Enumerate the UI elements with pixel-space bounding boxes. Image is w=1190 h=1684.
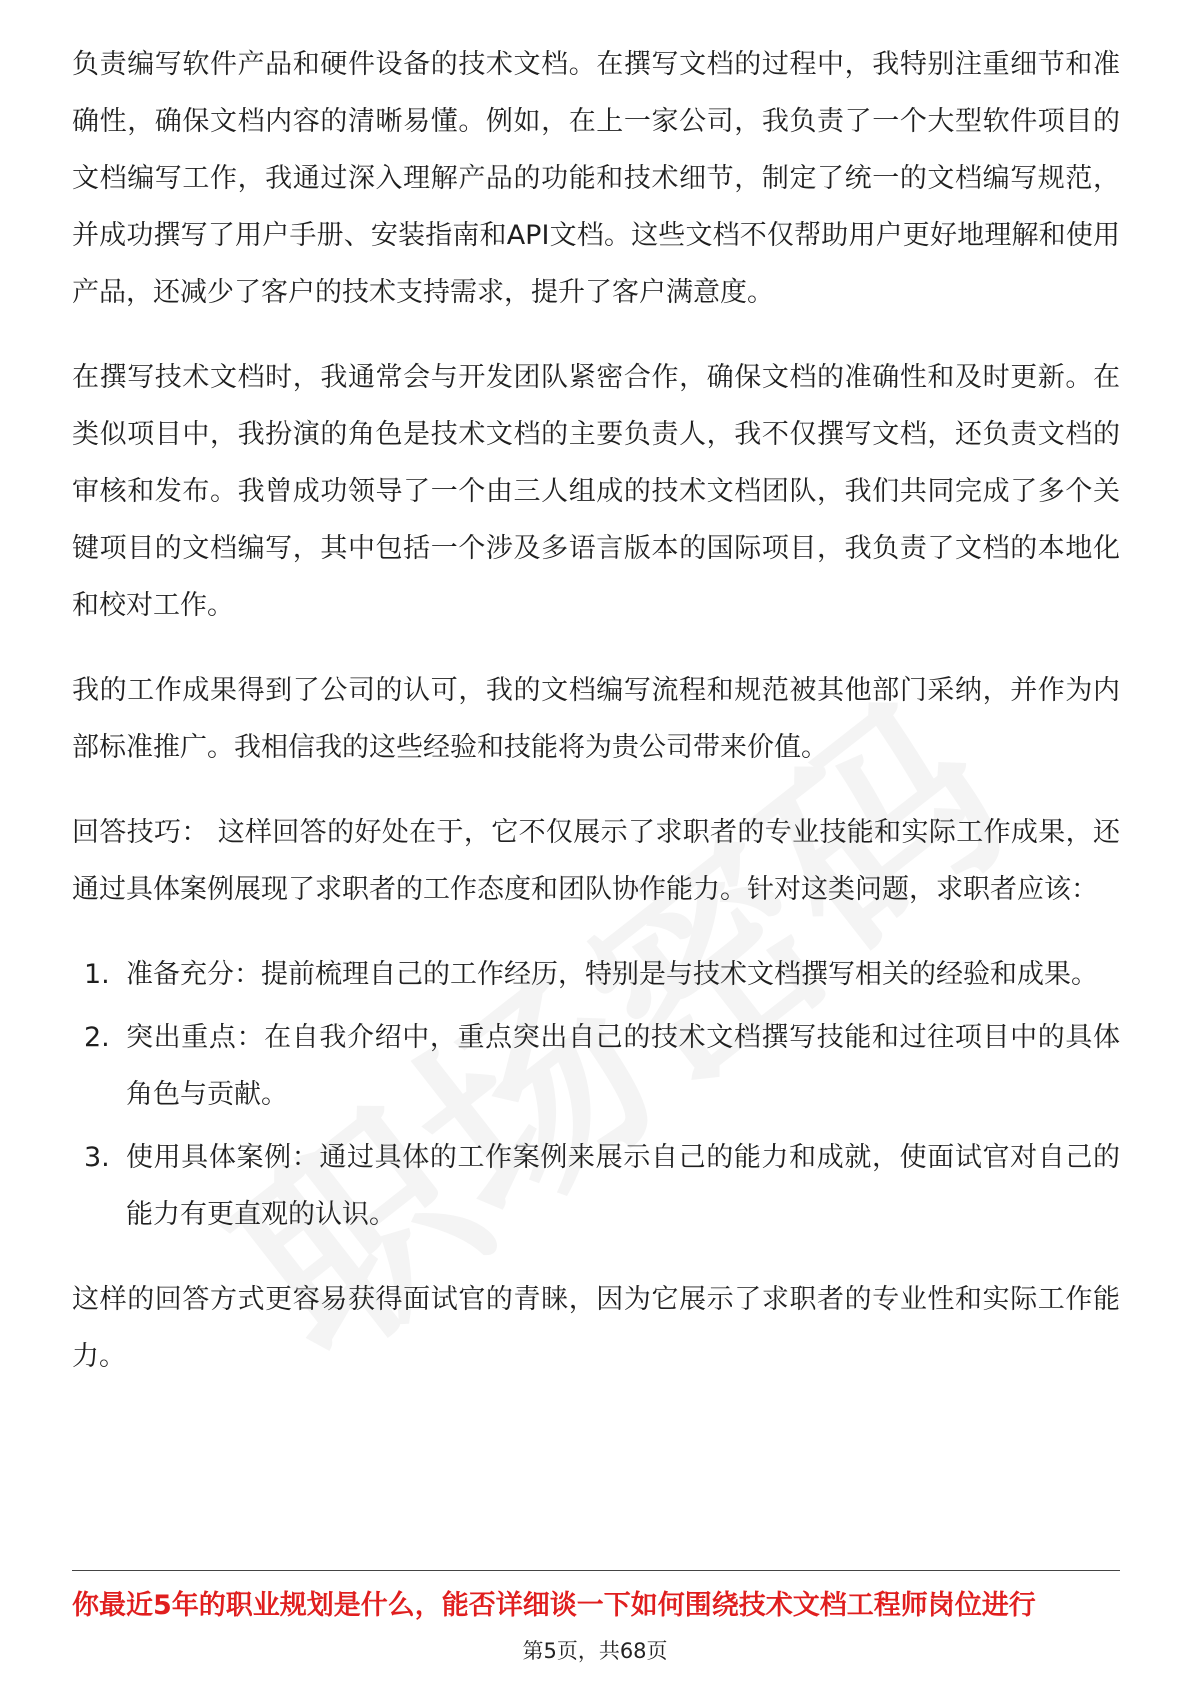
list-item xyxy=(72,946,1120,1003)
list-item-text: 使用具体案例：通过具体的工作案例来展示自己的能力和成就，使面试官对自己的能力有更直观的认识。 xyxy=(126,1142,1120,1230)
answer-tips-intro: 回答技巧： 这样回答的好处在于，它不仅展示了求职者的专业技能和实际工作成果，还通过具体案例展现了求职者的工作态度和团队协作能力。针对这类问题，求职者应该： xyxy=(72,817,1120,905)
list-item xyxy=(72,1009,1120,1123)
footer-divider xyxy=(72,1570,1120,1571)
next-question-heading: 你最近5年的职业规划是什么，能否详细谈一下如何围绕技术文档工程师岗位进行 xyxy=(72,1590,1036,1621)
paragraph-2: 在撰写技术文档时，我通常会与开发团队紧密合作，确保文档的准确性和及时更新。在类似项目中，我扮演的角色是技术文档的主要负责人，我不仅撰写文档，还负责文档的审核和发布。我曾成功领导了一个由三人组成的技术文档团队，我们共同完成了多个关键项目的文档编写，其中包括一个涉及多语言版本的国际项目，我负责了文档的本地化和校对工作。 xyxy=(72,362,1120,621)
list-item-number: 3. xyxy=(84,1142,110,1173)
list-item-number: 1. xyxy=(84,959,110,990)
paragraph-1: 负责编写软件产品和硬件设备的技术文档。在撰写文档的过程中，我特别注重细节和准确性，确保文档内容的清晰易懂。例如，在上一家公司，我负责了一个大型软件项目的文档编写工作，我通过深入理解产品的功能和技术细节，制定了统一的文档编写规范，并成功撰写了用户手册、安装指南和API文档。这些文档不仅帮助用户更好地理解和使用产品，还减少了客户的技术支持需求，提升了客户满意度。 xyxy=(72,49,1120,308)
tips-list xyxy=(72,946,1120,1243)
page-number: 第5页，共68页 xyxy=(522,1639,668,1663)
list-item-number: 2. xyxy=(84,1022,110,1053)
closing-paragraph: 这样的回答方式更容易获得面试官的青睐，因为它展示了求职者的专业性和实际工作能力。 xyxy=(72,1284,1120,1372)
paragraph-3: 我的工作成果得到了公司的认可，我的文档编写流程和规范被其他部门采纳，并作为内部标准推广。我相信我的这些经验和技能将为贵公司带来价值。 xyxy=(72,675,1120,763)
list-item-text: 突出重点：在自我介绍中，重点突出自己的技术文档撰写技能和过往项目中的具体角色与贡献。 xyxy=(126,1022,1120,1110)
list-item-text: 准备充分：提前梳理自己的工作经历，特别是与技术文档撰写相关的经验和成果。 xyxy=(126,959,1098,990)
document-body xyxy=(72,36,1120,1413)
list-item xyxy=(72,1129,1120,1243)
